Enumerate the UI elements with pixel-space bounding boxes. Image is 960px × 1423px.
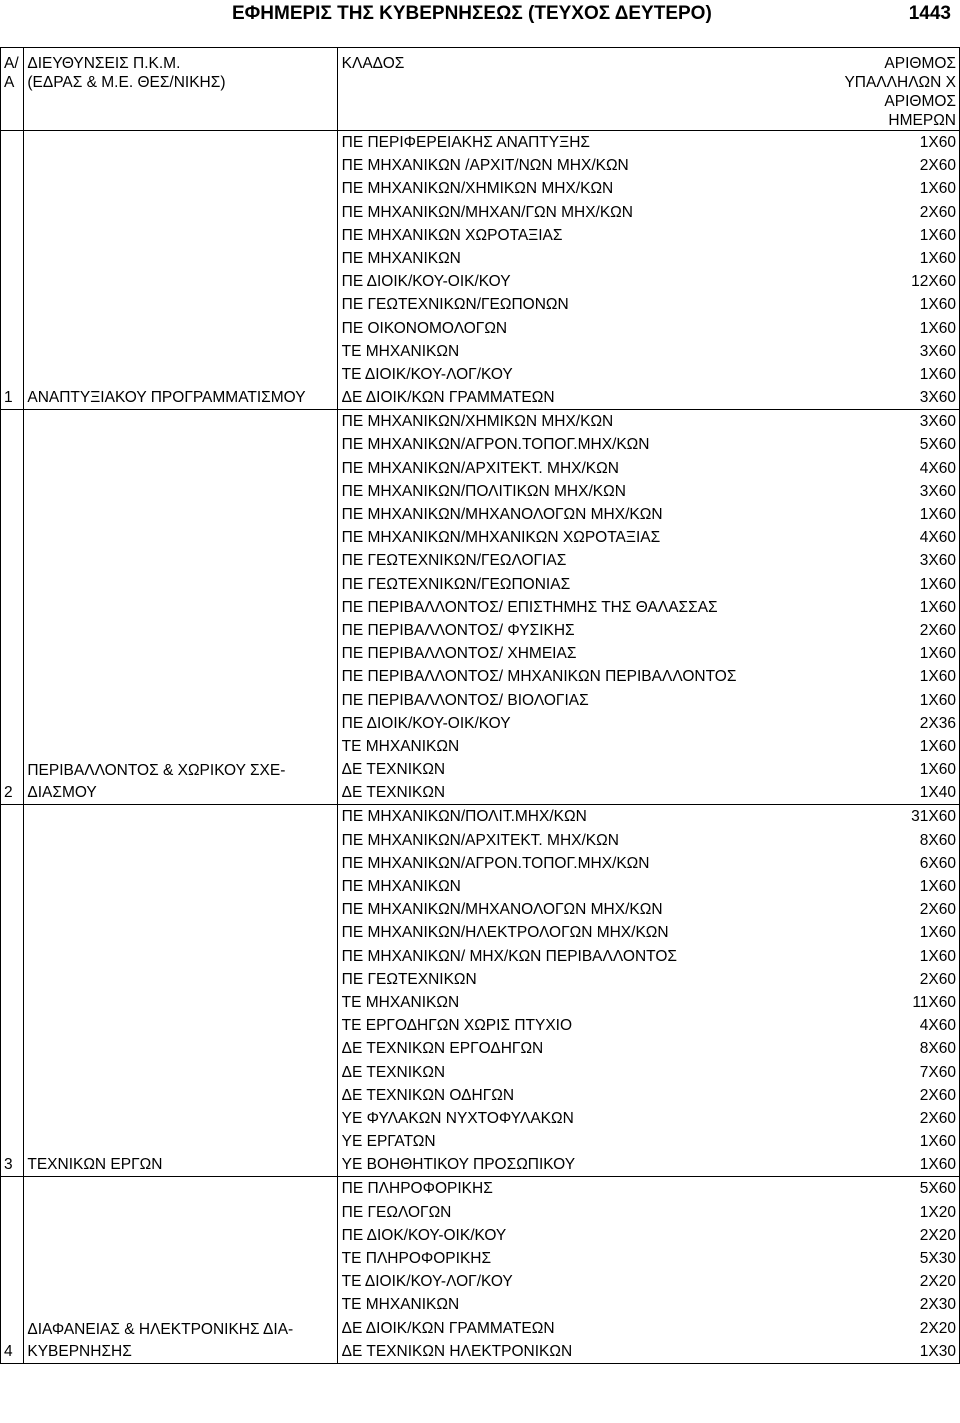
header-count [844,54,956,130]
staff-days-count: 1Χ60 [919,134,956,151]
klados-name: ΠΕ ΔΙΟΙΚ/ΚΟΥ-ΟΙΚ/ΚΟΥ [341,714,511,732]
list-item [342,689,956,712]
klados-name: ΤΕ ΜΗΧΑΝΙΚΩΝ [341,342,460,360]
staff-days-count: 1Χ60 [919,296,956,314]
staff-days-count: 8Χ60 [919,1040,956,1058]
klados-name: ΔΕ ΤΕΧΝΙΚΩΝ [341,1063,446,1081]
klados-name: ΠΕ ΔΙΟΙΚ/ΚΟΥ-ΟΙΚ/ΚΟΥ [341,273,511,291]
klados-name: ΔΕ ΔΙΟΙΚ/ΚΩΝ ΓΡΑΜΜΑΤΕΩΝ [341,1319,555,1337]
staff-days-count: 1Χ60 [919,226,956,244]
klados-name: ΠΕ ΟΙΚΟΝΟΜΟΛΟΓΩΝ [341,319,508,337]
directorate-name-line1: ΤΕΧΝΙΚΩΝ ΕΡΓΩΝ [27,1156,163,1174]
list-item [342,1293,956,1316]
page-header [0,0,960,30]
header-count-line2: ΥΠΑΛΛΗΛΩΝ Χ [844,74,956,91]
klados-name: ΠΕ ΜΗΧΑΝΙΚΩΝ/ΧΗΜΙΚΩΝ ΜΗΧ/ΚΩΝ [341,413,614,431]
directorate-name-line1: ΔΙΑΦΑΝΕΙΑΣ & ΗΛΕΚΤΡΟΝΙΚΗΣ ΔΙΑ- [27,1320,294,1338]
list-item [342,410,956,433]
list-item [342,340,956,363]
staff-days-count: 3Χ60 [919,342,956,360]
klados-name: ΔΕ ΤΕΧΝΙΚΩΝ [341,761,446,779]
klados-name: ΠΕ ΓΕΩΤΕΧΝΙΚΩΝ [341,970,477,988]
klados-name: ΠΕ ΜΗΧΑΝΙΚΩΝ/ΧΗΜΙΚΩΝ ΜΗΧ/ΚΩΝ [341,180,614,198]
staff-days-count: 1Χ60 [919,645,956,663]
list-item [342,1153,956,1176]
staff-days-count: 1Χ20 [919,1203,956,1221]
klados-name: ΔΕ ΤΕΧΝΙΚΩΝ ΟΔΗΓΩΝ [341,1086,515,1104]
staff-days-count: 5Χ30 [919,1250,956,1267]
directorate-cell [24,805,337,1177]
klados-name: ΠΕ ΜΗΧΑΝΙΚΩΝ/ΠΟΛΙΤ.ΜΗΧ/ΚΩΝ [341,808,587,826]
staff-days-count: 3Χ60 [919,552,956,570]
klados-name: ΠΕ ΜΗΧΑΝΙΚΩΝ/ΠΟΛΙΤΙΚΩΝ ΜΗΧ/ΚΩΝ [341,482,626,500]
staff-days-count: 5Χ60 [919,436,956,454]
list-item [342,457,956,480]
staff-days-count: 1Χ40 [919,784,956,802]
staff-days-count: 1Χ60 [919,575,956,593]
directorate-name-line1: ΠΕΡΙΒΑΛΛΟΝΤΟΣ & ΧΩΡΙΚΟΥ ΣΧΕ- [27,762,286,780]
list-item [342,735,956,758]
list-item [342,991,956,1014]
header-aa-label: Α/Α [4,55,19,91]
staff-days-count: 31Χ60 [911,808,956,826]
list-item [342,1061,956,1084]
table-body [1,131,960,1364]
list-item [342,503,956,526]
staff-days-count: 1Χ30 [919,1342,956,1360]
staff-days-count: 7Χ60 [919,1063,956,1081]
klados-name: ΔΕ ΔΙΟΙΚ/ΚΩΝ ΓΡΑΜΜΑΤΕΩΝ [341,389,555,407]
row-number: 1 [1,131,24,410]
directorate-name-line1: ΑΝΑΠΤΥΞΙΑΚΟΥ ΠΡΟΓΡΑΜΜΑΤΙΣΜΟΥ [27,389,306,407]
klados-name: ΤΕ ΕΡΓΟΔΗΓΩΝ ΧΩΡΙΣ ΠΤΥΧΙΟ [341,1017,573,1035]
list-item [342,549,956,572]
staff-days-count: 12Χ60 [911,273,956,291]
list-item [342,852,956,875]
klados-name: ΥΕ ΒΟΗΘΗΤΙΚΟΥ ΠΡΟΣΩΠΙΚΟΥ [341,1156,576,1174]
header-count-line3: ΑΡΙΘΜΟΣ [884,93,956,110]
klados-name: ΠΕ ΓΕΩΤΕΧΝΙΚΩΝ/ΓΕΩΠΟΝΙΑΣ [341,575,571,593]
klados-name: ΤΕ ΜΗΧΑΝΙΚΩΝ [341,993,460,1011]
list-item [342,1317,956,1340]
list-item [342,758,956,781]
list-item [342,1201,956,1224]
list-item [342,781,956,804]
staff-days-count: 8Χ60 [919,831,956,849]
klados-name: ΠΕ ΜΗΧΑΝΙΚΩΝ [341,249,461,267]
staff-days-count: 1Χ60 [919,1133,956,1151]
directorate-cell [24,410,337,805]
staff-days-count: 2Χ60 [919,901,956,919]
klados-name: ΠΕ ΠΕΡΙΒΑΛΛΟΝΤΟΣ/ ΜΗΧΑΝΙΚΩΝ ΠΕΡΙΒΑΛΛΟΝΤΟΣ [341,668,737,686]
list-item [342,619,956,642]
list-item [342,968,956,991]
list-item [342,1037,956,1060]
staff-days-count: 5Χ60 [919,1180,956,1198]
list-item [342,596,956,619]
klados-name: ΠΕ ΜΗΧΑΝΙΚΩΝ/ΑΡΧΙΤΕΚΤ. ΜΗΧ/ΚΩΝ [341,459,619,477]
list-item [342,317,956,340]
row-number: 2 [1,410,24,805]
list-item [342,1270,956,1293]
list-item [342,1107,956,1130]
staff-days-count: 1Χ60 [919,365,956,383]
list-item [342,898,956,921]
list-item [342,480,956,503]
klados-name: ΠΕ ΜΗΧΑΝΙΚΩΝ/ΗΛΕΚΤΡΟΛΟΓΩΝ ΜΗΧ/ΚΩΝ [341,924,669,942]
staff-days-count: 1Χ60 [919,506,956,523]
staff-days-count: 1Χ60 [919,598,956,616]
row-number: 4 [1,1177,24,1364]
staff-days-count: 2Χ30 [919,1296,956,1314]
klados-name: ΔΕ ΤΕΧΝΙΚΩΝ [341,784,446,802]
klados-name: ΠΕ ΜΗΧΑΝΙΚΩΝ ΧΩΡΟΤΑΞΙΑΣ [341,226,563,244]
staff-days-count: 2Χ20 [919,1226,956,1244]
klados-name: ΠΕ ΜΗΧΑΝΙΚΩΝ/ΜΗΧΑΝΙΚΩΝ ΧΩΡΟΤΑΞΙΑΣ [341,529,661,547]
staff-days-count: 2Χ20 [919,1273,956,1291]
klados-list-cell [337,1177,959,1364]
klados-name: ΠΕ ΜΗΧΑΝΙΚΩΝ [341,878,461,895]
klados-list-cell [337,410,959,805]
klados-name: ΠΕ ΜΗΧΑΝΙΚΩΝ /ΑΡΧΙΤ/ΝΩΝ ΜΗΧ/ΚΩΝ [341,157,629,175]
list-item [342,1247,956,1270]
list-item [342,945,956,968]
header-klados: ΚΛΑΔΟΣ [341,55,405,72]
list-item [342,224,956,247]
list-item [342,573,956,596]
staff-table [0,47,960,1364]
staff-days-count: 2Χ36 [919,714,956,732]
klados-name: ΠΕ ΠΕΡΙΒΑΛΛΟΝΤΟΣ/ ΦΥΣΙΚΗΣ [341,621,575,639]
list-item [342,201,956,224]
staff-days-count: 1Χ60 [919,180,956,198]
directorate-cell [24,1177,337,1364]
table-header-row [1,48,960,131]
staff-days-count: 2Χ60 [919,203,956,221]
klados-name: ΤΕ ΠΛΗΡΟΦΟΡΙΚΗΣ [341,1250,492,1267]
staff-days-count: 1Χ60 [919,737,956,755]
klados-name: ΠΕ ΜΗΧΑΝΙΚΩΝ/ΑΓΡΟΝ.ΤΟΠΟΓ.ΜΗΧ/ΚΩΝ [341,436,650,454]
list-item [342,433,956,456]
klados-name: ΠΕ ΠΛΗΡΟΦΟΡΙΚΗΣ [341,1180,493,1198]
klados-name: ΔΕ ΤΕΧΝΙΚΩΝ ΕΡΓΟΔΗΓΩΝ [341,1040,544,1058]
staff-days-count: 2Χ60 [919,1109,956,1127]
klados-name: ΠΕ ΠΕΡΙΒΑΛΛΟΝΤΟΣ/ ΕΠΙΣΤΗΜΗΣ ΤΗΣ ΘΑΛΑΣΣΑΣ [341,598,718,616]
klados-name: ΤΕ ΜΗΧΑΝΙΚΩΝ [341,1296,460,1314]
header-directorate-line2: (ΕΔΡΑΣ & Μ.Ε. ΘΕΣ/ΝΙΚΗΣ) [27,74,226,91]
list-item [342,829,956,852]
list-item [342,270,956,293]
list-item [342,363,956,386]
staff-days-count: 2Χ60 [919,970,956,988]
klados-name: ΤΕ ΔΙΟΙΚ/ΚΟΥ-ΛΟΓ/ΚΟΥ [341,1273,513,1291]
staff-days-count: 4Χ60 [919,529,956,547]
klados-name: ΤΕ ΔΙΟΙΚ/ΚΟΥ-ΛΟΓ/ΚΟΥ [341,365,513,383]
table-row [1,805,960,1177]
klados-name: ΠΕ ΠΕΡΙΒΑΛΛΟΝΤΟΣ/ ΒΙΟΛΟΓΙΑΣ [341,691,589,709]
header-count-line4: ΗΜΕΡΩΝ [888,112,956,129]
staff-days-count: 1Χ60 [919,691,956,709]
staff-days-count: 3Χ60 [919,482,956,500]
staff-days-count: 1Χ60 [919,249,956,267]
page-number: 1443 [908,3,951,24]
gazette-title: ΕΦΗΜΕΡΙΣ ΤΗΣ ΚΥΒΕΡΝΗΣΕΩΣ (ΤΕΥΧΟΣ ΔΕΥΤΕΡΟ) [232,3,712,24]
list-item [342,177,956,200]
table-row [1,131,960,410]
header-klados-count [337,48,959,131]
list-item [342,154,956,177]
table-row [1,1177,960,1364]
list-item [342,526,956,549]
klados-name: ΠΕ ΜΗΧΑΝΙΚΩΝ/ΑΡΧΙΤΕΚΤ. ΜΗΧ/ΚΩΝ [341,831,619,849]
list-item [342,1224,956,1247]
list-item [342,1014,956,1037]
list-item [342,247,956,270]
klados-name: ΠΕ ΜΗΧΑΝΙΚΩΝ/ΜΗΧΑΝ/ΓΩΝ ΜΗΧ/ΚΩΝ [341,203,633,221]
list-item [342,805,956,828]
list-item [342,665,956,688]
row-number: 3 [1,805,24,1177]
klados-name: ΠΕ ΔΙΟΚ/ΚΟΥ-ΟΙΚ/ΚΟΥ [341,1226,507,1244]
staff-days-count: 1Χ60 [919,668,956,686]
list-item [342,1130,956,1153]
header-count-line1: ΑΡΙΘΜΟΣ [884,55,956,72]
klados-name: ΠΕ ΜΗΧΑΝΙΚΩΝ/ ΜΗΧ/ΚΩΝ ΠΕΡΙΒΑΛΛΟΝΤΟΣ [341,947,677,965]
klados-name: ΠΕ ΓΕΩΤΕΧΝΙΚΩΝ/ΓΕΩΛΟΓΙΑΣ [341,552,567,570]
list-item [342,875,956,898]
staff-days-count: 6Χ60 [919,854,956,872]
staff-days-count: 2Χ60 [919,157,956,175]
klados-name: ΠΕ ΓΕΩΛΟΓΩΝ [341,1203,452,1221]
list-item [342,921,956,944]
table-row [1,410,960,805]
staff-days-count: 1Χ60 [919,947,956,965]
list-item [342,293,956,316]
klados-name: ΠΕ ΜΗΧΑΝΙΚΩΝ/ΑΓΡΟΝ.ΤΟΠΟΓ.ΜΗΧ/ΚΩΝ [341,854,650,872]
directorate-cell [24,131,337,410]
header-directorate [24,48,337,131]
staff-days-count: 4Χ60 [919,459,956,477]
list-item [342,131,956,154]
staff-days-count: 1Χ60 [919,761,956,779]
staff-days-count: 3Χ60 [919,413,956,431]
staff-days-count: 2Χ20 [919,1319,956,1337]
klados-name: ΠΕ ΜΗΧΑΝΙΚΩΝ/ΜΗΧΑΝΟΛΟΓΩΝ ΜΗΧ/ΚΩΝ [341,901,663,919]
list-item [342,712,956,735]
staff-days-count: 2Χ60 [919,621,956,639]
staff-days-count: 2Χ60 [919,1086,956,1104]
header-aa [1,48,24,131]
klados-name: ΠΕ ΠΕΡΙΦΕΡΕΙΑΚΗΣ ΑΝΑΠΤΥΞΗΣ [341,134,590,151]
staff-days-count: 11Χ60 [912,993,956,1011]
klados-name: ΠΕ ΠΕΡΙΒΑΛΛΟΝΤΟΣ/ ΧΗΜΕΙΑΣ [341,645,577,663]
klados-name: ΠΕ ΓΕΩΤΕΧΝΙΚΩΝ/ΓΕΩΠΟΝΩΝ [341,296,569,314]
klados-name: ΔΕ ΤΕΧΝΙΚΩΝ ΗΛΕΚΤΡΟΝΙΚΩΝ [341,1342,573,1360]
list-item [342,1084,956,1107]
klados-name: ΤΕ ΜΗΧΑΝΙΚΩΝ [341,737,460,755]
staff-days-count: 1Χ60 [919,319,956,337]
klados-name: ΥΕ ΕΡΓΑΤΩΝ [341,1133,436,1151]
klados-list-cell [337,805,959,1177]
staff-days-count: 1Χ60 [919,924,956,942]
list-item [342,642,956,665]
directorate-name-line2: ΔΙΑΣΜΟΥ [27,784,97,802]
klados-name: ΥΕ ΦΥΛΑΚΩΝ ΝΥΧΤΟΦΥΛΑΚΩΝ [341,1109,574,1127]
staff-days-count: 1Χ60 [919,878,956,895]
header-directorate-line1: ΔΙΕΥΘΥΝΣΕΙΣ Π.Κ.Μ. [27,55,181,72]
list-item [342,386,956,409]
list-item [342,1340,956,1363]
klados-list-cell [337,131,959,410]
directorate-name-line2: ΚΥΒΕΡΝΗΣΗΣ [27,1342,132,1360]
list-item [342,1177,956,1200]
staff-days-count: 3Χ60 [919,389,956,407]
staff-days-count: 1Χ60 [919,1156,956,1174]
staff-days-count: 4Χ60 [919,1017,956,1035]
klados-name: ΠΕ ΜΗΧΑΝΙΚΩΝ/ΜΗΧΑΝΟΛΟΓΩΝ ΜΗΧ/ΚΩΝ [341,506,663,523]
